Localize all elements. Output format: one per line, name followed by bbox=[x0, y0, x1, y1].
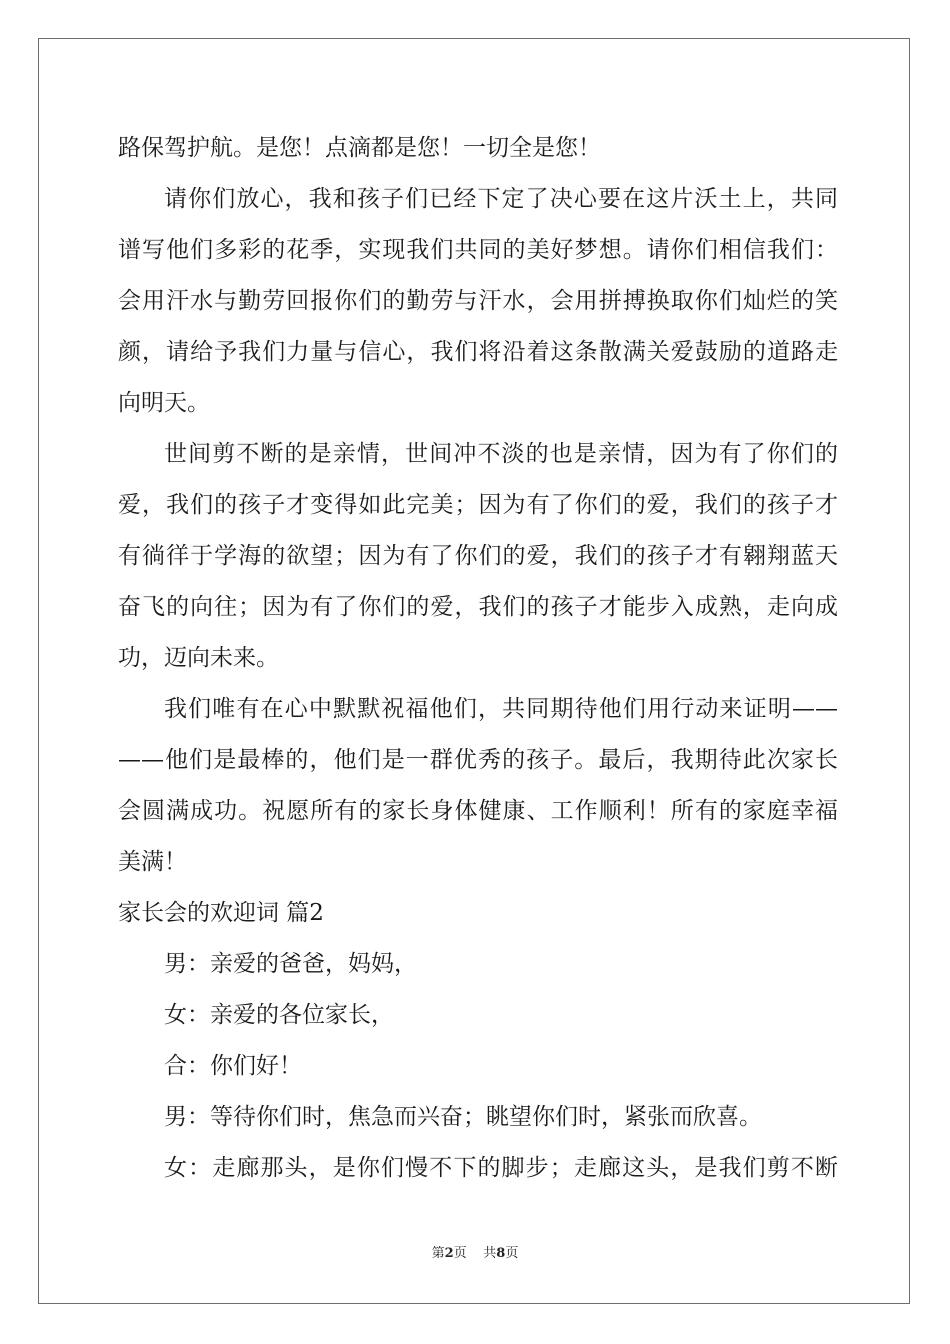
dialogue-line: 合：你们好！ bbox=[164, 1053, 302, 1079]
text-line: 有徜徉于学海的欲望；因为有了你们的爱，我们的孩子才有翱翔蓝天 bbox=[118, 543, 838, 569]
dialogue-line: 女：走廊那头，是你们慢不下的脚步；走廊这头，是我们剪不断 bbox=[164, 1155, 838, 1181]
text-line: 会用汗水与勤劳回报你们的勤劳与汗水，会用拼搏换取你们灿烂的笑 bbox=[118, 288, 838, 314]
text-line: 路保驾护航。是您！点滴都是您！一切全是您！ bbox=[118, 135, 601, 161]
text-line: 颜，请给予我们力量与信心，我们将沿着这条散满关爱鼓励的道路走 bbox=[118, 339, 838, 365]
dialogue-line: 男：亲爱的爸爸，妈妈， bbox=[164, 951, 417, 977]
document-body bbox=[118, 126, 838, 1197]
total-suffix: 页 bbox=[505, 1246, 519, 1261]
paragraph-start-line: 我们唯有在心中默默祝福他们，共同期待他们用行动来证明—— bbox=[164, 696, 838, 722]
page-total: 8 bbox=[496, 1246, 506, 1261]
page-suffix: 页 bbox=[453, 1246, 467, 1261]
total-prefix: 共 bbox=[483, 1246, 497, 1261]
text-line: ——他们是最棒的，他们是一群优秀的孩子。最后，我期待此次家长 bbox=[118, 747, 838, 773]
dialogue-line: 男：等待你们时，焦急而兴奋；眺望你们时，紧张而欣喜。 bbox=[164, 1104, 762, 1130]
page-prefix: 第 bbox=[431, 1246, 445, 1261]
text-line: 功，迈向未来。 bbox=[118, 645, 279, 671]
section-heading: 家长会的欢迎词 篇2 bbox=[118, 900, 324, 926]
text-line: 会圆满成功。祝愿所有的家长身体健康、工作顺利！所有的家庭幸福 bbox=[118, 798, 838, 824]
text-line: 谱写他们多彩的花季，实现我们共同的美好梦想。请你们相信我们： bbox=[118, 237, 838, 263]
paragraph-start-line: 世间剪不断的是亲情，世间冲不淡的也是亲情，因为有了你们的 bbox=[164, 441, 838, 467]
text-line: 向明天。 bbox=[118, 390, 210, 416]
text-line: 美满！ bbox=[118, 849, 187, 875]
paragraph-start-line: 请你们放心，我和孩子们已经下定了决心要在这片沃土上，共同 bbox=[164, 186, 838, 212]
page-footer bbox=[0, 1244, 950, 1264]
page-current: 2 bbox=[444, 1246, 454, 1261]
text-line: 奋飞的向往；因为有了你们的爱，我们的孩子才能步入成熟，走向成 bbox=[118, 594, 838, 620]
dialogue-line: 女：亲爱的各位家长， bbox=[164, 1002, 394, 1028]
text-line: 爱，我们的孩子才变得如此完美；因为有了你们的爱，我们的孩子才 bbox=[118, 492, 838, 518]
